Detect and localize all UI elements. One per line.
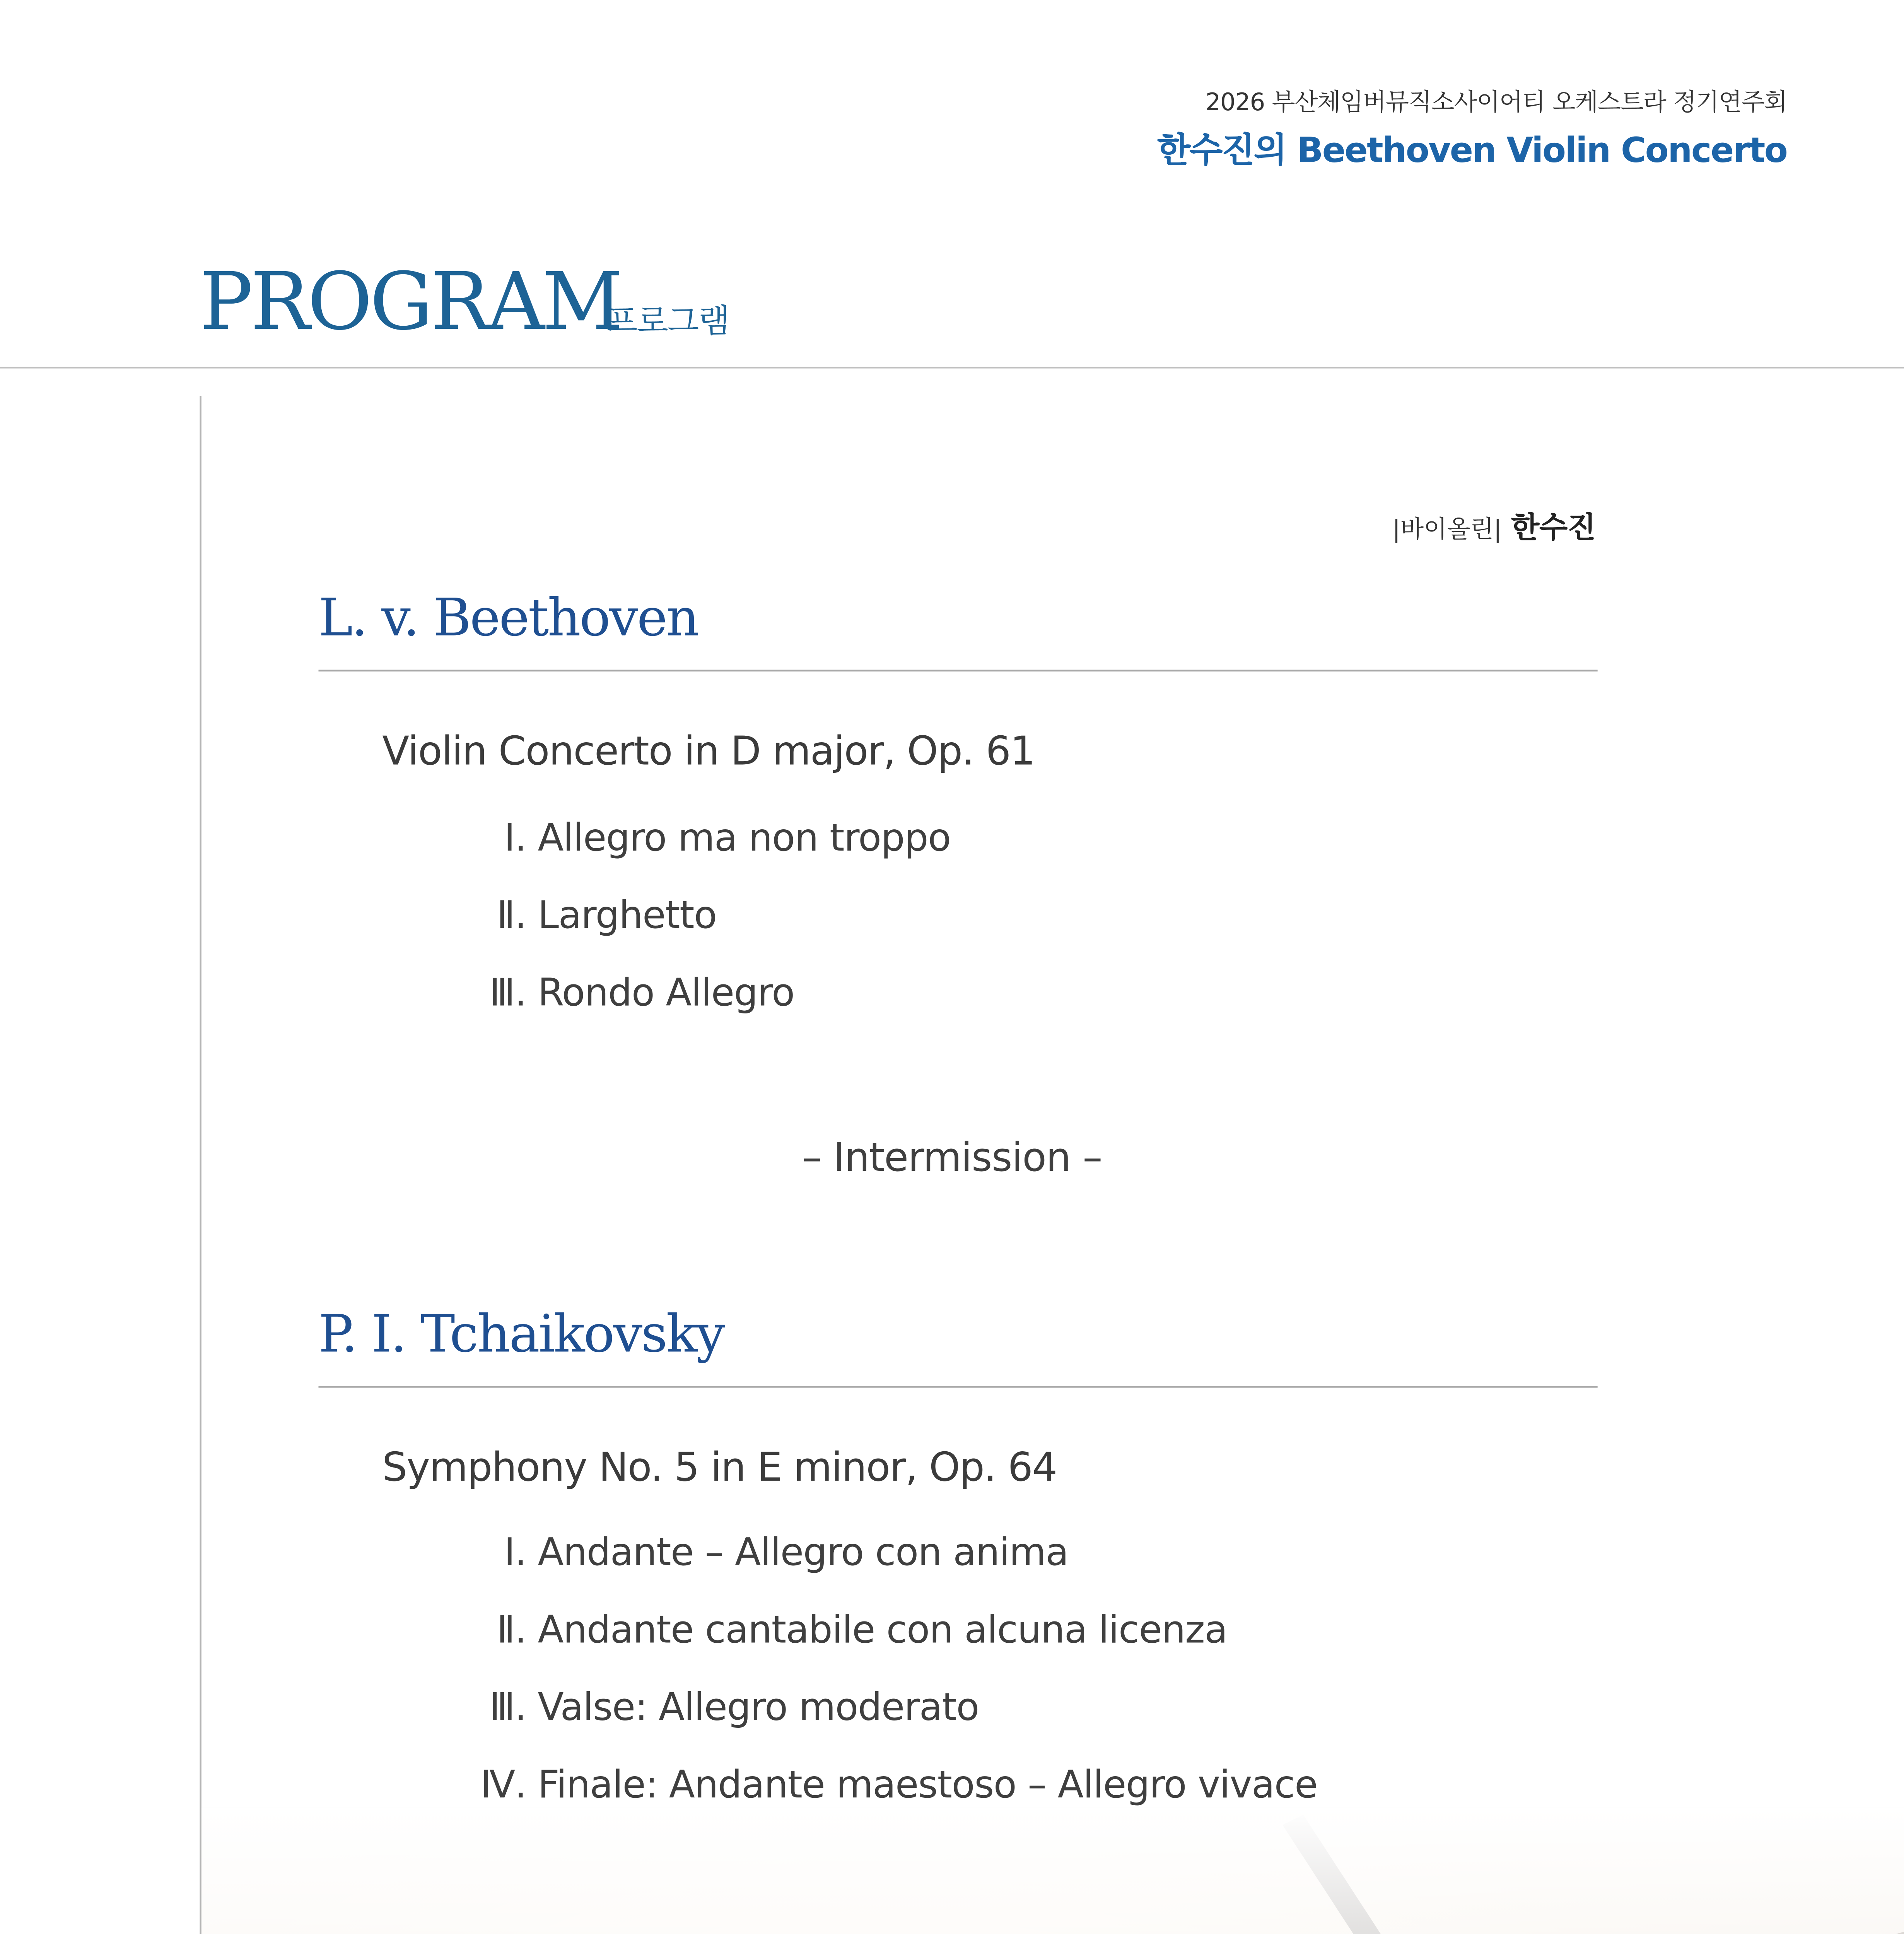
movement-number: Ⅰ [504, 1532, 515, 1575]
movement-number: Ⅱ [497, 1609, 515, 1653]
header-divider [0, 367, 1904, 368]
concert-title: 한수진의 Beethoven Violin Concerto [1157, 129, 1787, 171]
program-heading-korean: 프로그램 [606, 303, 729, 341]
movement-number: Ⅳ [480, 1765, 515, 1808]
movement-item: Ⅰ. Andante – Allegro con anima [451, 1533, 1068, 1575]
movement-number: Ⅲ [489, 1687, 515, 1731]
movement-title: Larghetto [538, 895, 717, 938]
section-divider [318, 1386, 1597, 1387]
movement-item: Ⅲ. Rondo Allegro [451, 973, 794, 1016]
performer-role: |바이올린| [1392, 516, 1502, 544]
composer-name: L. v. Beethoven [318, 589, 698, 649]
movement-title: Rondo Allegro [538, 972, 794, 1016]
work-title: Symphony No. 5 in E minor, Op. 64 [382, 1446, 1057, 1491]
movement-item: Ⅱ. Andante cantabile con alcuna licenza [451, 1610, 1227, 1653]
intermission-label: – Intermission – [802, 1136, 1102, 1181]
movement-title: Andante – Allegro con anima [538, 1532, 1069, 1575]
movement-number: Ⅲ [489, 972, 515, 1016]
section-divider [318, 670, 1597, 671]
program-heading: PROGRAM [200, 255, 621, 348]
work-title: Violin Concerto in D major, Op. 61 [382, 730, 1035, 775]
movement-title: Andante cantabile con alcuna licenza [538, 1609, 1228, 1653]
movement-title: Valse: Allegro moderato [538, 1687, 979, 1731]
movement-item: Ⅱ. Larghetto [451, 895, 717, 938]
movement-number: Ⅰ [504, 818, 515, 861]
composer-name: P. I. Tchaikovsky [318, 1305, 724, 1365]
performer-credit [1392, 503, 1596, 546]
movement-title: Allegro ma non troppo [538, 818, 951, 861]
movement-title: Finale: Andante maestoso – Allegro vivace [538, 1765, 1318, 1808]
movement-number: Ⅱ [497, 895, 515, 938]
movement-item: Ⅲ. Valse: Allegro moderato [451, 1687, 979, 1730]
movement-item: Ⅰ. Allegro ma non troppo [451, 818, 951, 861]
movement-item: Ⅳ. Finale: Andante maestoso – Allegro vivace [451, 1765, 1317, 1808]
event-subtitle: 2026 부산체임버뮤직소사이어티 오케스트라 정기연주회 [1205, 89, 1787, 117]
performer-name: 한수진 [1511, 511, 1596, 546]
violinist-photo [201, 1808, 1904, 1934]
violin-image [201, 1808, 1904, 1934]
